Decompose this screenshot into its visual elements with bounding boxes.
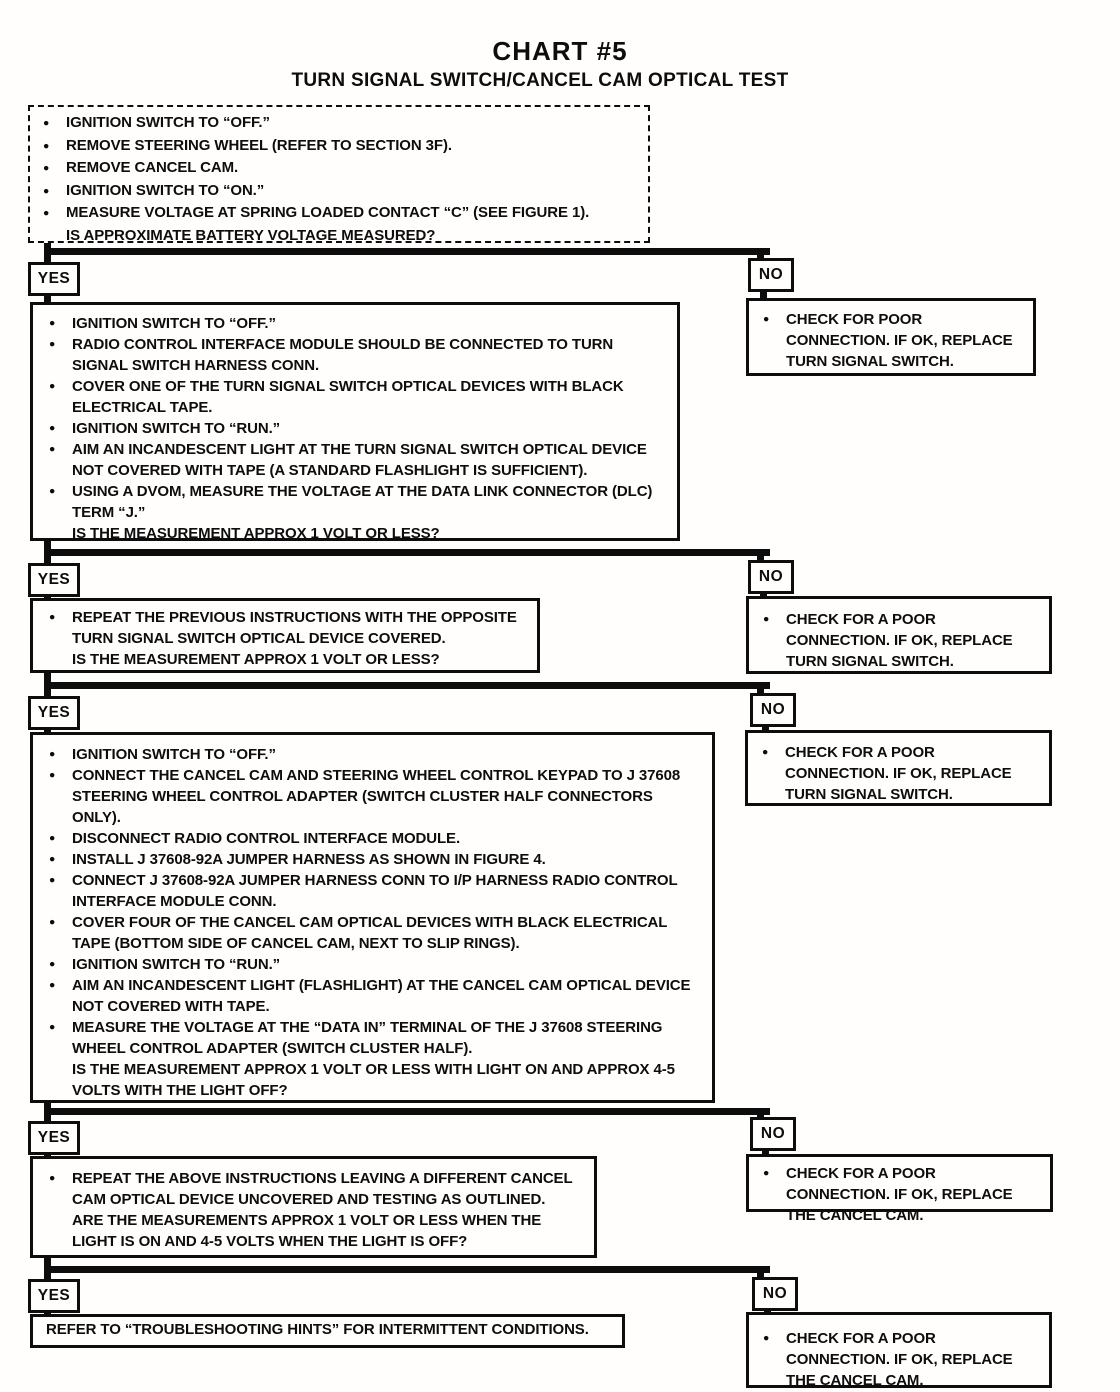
step1-yes-question: IS THE MEASUREMENT APPROX 1 VOLT OR LESS? <box>72 525 440 542</box>
connector-bar-1 <box>44 248 770 255</box>
bullet-icon: ● <box>49 748 56 760</box>
bullet-text: MEASURE THE VOLTAGE AT THE “DATA IN” TERMINAL OF THE J 37608 STEERING WHEEL CONTROL ADAPTER (SWITCH CLUSTER HALF). <box>72 1019 663 1057</box>
yes-label-2: YES <box>28 563 80 597</box>
bullet-item <box>759 309 1025 372</box>
step2-yes-question: IS THE MEASUREMENT APPROX 1 VOLT OR LESS? <box>72 651 440 668</box>
bullet-icon: ● <box>763 313 770 325</box>
final-no-box <box>746 1312 1052 1388</box>
bullet-text: REPEAT THE PREVIOUS INSTRUCTIONS WITH THE OPPOSITE TURN SIGNAL SWITCH OPTICAL DEVICE COVERED. <box>72 609 517 647</box>
bullet-text: AIM AN INCANDESCENT LIGHT AT THE TURN SIGNAL SWITCH OPTICAL DEVICE NOT COVERED WITH TAPE (A STANDARD FLASHLIGHT IS SUFFICIENT). <box>72 441 647 479</box>
bullet-text: CHECK FOR A POOR CONNECTION. IF OK, REPLACE TURN SIGNAL SWITCH. <box>785 744 1012 803</box>
bullet-item <box>45 1168 582 1210</box>
no-label-4: NO <box>750 1117 796 1151</box>
step2-no-bullets <box>759 609 1041 672</box>
bullet-item <box>759 609 1041 672</box>
bullet-icon: ● <box>763 1167 770 1179</box>
bullet-text: AIM AN INCANDESCENT LIGHT (FLASHLIGHT) AT THE CANCEL CAM OPTICAL DEVICE NOT COVERED WITH TAPE. <box>72 977 691 1015</box>
bullet-text: CHECK FOR POOR CONNECTION. IF OK, REPLACE TURN SIGNAL SWITCH. <box>786 311 1013 370</box>
bullet-icon: ● <box>49 832 56 844</box>
bullet-text: COVER ONE OF THE TURN SIGNAL SWITCH OPTICAL DEVICES WITH BLACK ELECTRICAL TAPE. <box>72 378 624 416</box>
bullet-icon: ● <box>49 380 56 392</box>
bullet-text: REMOVE CANCEL CAM. <box>66 159 239 176</box>
bullet-icon: ● <box>43 207 50 219</box>
no-label-1: NO <box>748 258 794 292</box>
bullet-icon: ● <box>49 916 56 928</box>
bullet-item <box>45 481 667 523</box>
no-label-3: NO <box>750 693 796 727</box>
connector-bar-2 <box>44 549 770 556</box>
step2-yes-box <box>30 598 540 673</box>
yes-label-1: YES <box>28 262 80 296</box>
start-box <box>28 105 650 243</box>
start-box-bullets <box>39 112 640 225</box>
bullet-icon: ● <box>49 958 56 970</box>
bullet-text: IGNITION SWITCH TO “RUN.” <box>72 420 281 437</box>
bullet-icon: ● <box>49 338 56 350</box>
bullet-item <box>39 180 640 203</box>
step1-no-box <box>746 298 1036 376</box>
bullet-icon: ● <box>49 485 56 497</box>
bullet-text: CHECK FOR A POOR CONNECTION. IF OK, REPLACE THE CANCEL CAM. <box>786 1330 1013 1389</box>
bullet-icon: ● <box>49 422 56 434</box>
connector-bar-4 <box>44 1108 770 1115</box>
bullet-text: CONNECT J 37608-92A JUMPER HARNESS CONN TO I/P HARNESS RADIO CONTROL INTERFACE MODULE CONN. <box>72 872 678 910</box>
bullet-item <box>45 849 702 870</box>
bullet-icon: ● <box>49 874 56 886</box>
bullet-text: REMOVE STEERING WHEEL (REFER TO SECTION 3F). <box>66 136 452 154</box>
bullet-text: CHECK FOR A POOR CONNECTION. IF OK, REPLACE TURN SIGNAL SWITCH. <box>786 611 1013 670</box>
bullet-text: IGNITION SWITCH TO “ON.” <box>66 181 265 199</box>
step3-yes-question: IS THE MEASUREMENT APPROX 1 VOLT OR LESS WITH LIGHT ON AND APPROX 4-5 VOLTS WITH THE LIGHT OFF? <box>72 1061 675 1099</box>
bullet-item <box>45 744 702 765</box>
bullet-text: CHECK FOR A POOR CONNECTION. IF OK, REPLACE THE CANCEL CAM. <box>786 1165 1013 1224</box>
step1-yes-bullets <box>45 313 667 523</box>
bullet-item <box>39 202 640 225</box>
bullet-text: INSTALL J 37608-92A JUMPER HARNESS AS SHOWN IN FIGURE 4. <box>72 851 546 868</box>
bullet-item <box>45 376 667 418</box>
bullet-item <box>45 870 702 912</box>
bullet-item <box>45 954 702 975</box>
bullet-icon: ● <box>49 1172 56 1184</box>
step1-yes-box <box>30 302 680 541</box>
step4-yes-question: ARE THE MEASUREMENTS APPROX 1 VOLT OR LESS WHEN THE LIGHT IS ON AND 4-5 VOLTS WHEN THE LIGHT IS OFF? <box>72 1212 542 1250</box>
bullet-item <box>45 418 667 439</box>
yes-label-3: YES <box>28 696 80 730</box>
bullet-icon: ● <box>49 853 56 865</box>
bullet-text: IGNITION SWITCH TO “OFF.” <box>72 315 276 332</box>
bullet-item <box>45 765 702 828</box>
final-yes-box <box>30 1314 625 1348</box>
step4-no-bullets <box>759 1163 1042 1226</box>
bullet-text: IGNITION SWITCH TO “OFF.” <box>72 746 276 763</box>
bullet-text: DISCONNECT RADIO CONTROL INTERFACE MODULE. <box>72 830 461 847</box>
bullet-item <box>45 975 702 1017</box>
step4-yes-box <box>30 1156 597 1258</box>
step3-yes-box <box>30 732 715 1103</box>
bullet-icon: ● <box>49 979 56 991</box>
bullet-icon: ● <box>763 613 770 625</box>
bullet-item <box>39 157 640 180</box>
yes-label-5: YES <box>28 1279 80 1313</box>
step3-no-bullets <box>758 742 1041 805</box>
bullet-icon: ● <box>43 162 50 174</box>
bullet-text: MEASURE VOLTAGE AT SPRING LOADED CONTACT “C” (SEE FIGURE 1). <box>66 204 590 221</box>
bullet-icon: ● <box>43 117 50 129</box>
bullet-icon: ● <box>43 139 50 152</box>
bullet-text: IGNITION SWITCH TO “OFF.” <box>66 114 270 131</box>
step3-yes-bullets <box>45 744 702 1059</box>
bullet-item <box>759 1163 1042 1226</box>
bullet-icon: ● <box>49 1021 56 1033</box>
bullet-icon: ● <box>49 443 56 455</box>
bullet-item <box>45 828 702 849</box>
step2-no-box <box>746 596 1052 674</box>
bullet-text: REPEAT THE ABOVE INSTRUCTIONS LEAVING A DIFFERENT CANCEL CAM OPTICAL DEVICE UNCOVERED AND TESTING AS OUTLINED. <box>72 1170 573 1208</box>
bullet-text: RADIO CONTROL INTERFACE MODULE SHOULD BE CONNECTED TO TURN SIGNAL SWITCH HARNESS CONN. <box>72 336 614 374</box>
page-subtitle: TURN SIGNAL SWITCH/CANCEL CAM OPTICAL TEST <box>291 70 789 91</box>
yes-label-4: YES <box>28 1121 80 1155</box>
bullet-item <box>759 1328 1041 1391</box>
bullet-item <box>39 135 640 158</box>
bullet-icon: ● <box>762 746 769 758</box>
page-title: CHART #5 <box>492 36 628 66</box>
connector-bar-5 <box>44 1266 770 1273</box>
bullet-item <box>45 313 667 334</box>
bullet-text: USING A DVOM, MEASURE THE VOLTAGE AT THE DATA LINK CONNECTOR (DLC) TERM “J.” <box>72 483 653 521</box>
bullet-item <box>758 742 1041 805</box>
bullet-item <box>39 112 640 135</box>
no-label-2: NO <box>748 560 794 594</box>
no-label-5: NO <box>752 1277 798 1311</box>
bullet-icon: ● <box>43 184 50 197</box>
bullet-text: COVER FOUR OF THE CANCEL CAM OPTICAL DEVICES WITH BLACK ELECTRICAL TAPE (BOTTOM SIDE OF CANCEL CAM, NEXT TO SLIP RINGS). <box>72 914 668 952</box>
bullet-text: IGNITION SWITCH TO “RUN.” <box>72 956 281 973</box>
step2-yes-bullets <box>45 607 527 649</box>
bullet-item <box>45 1017 702 1059</box>
connector-bar-3 <box>44 682 770 689</box>
bullet-item <box>45 439 667 481</box>
bullet-icon: ● <box>49 317 56 329</box>
bullet-text: CONNECT THE CANCEL CAM AND STEERING WHEEL CONTROL KEYPAD TO J 37608 STEERING WHEEL CONTROL ADAPTER (SWITCH CLUSTER HALF CONNECTORS ONLY). <box>72 767 681 826</box>
bullet-icon: ● <box>763 1332 770 1344</box>
bullet-icon: ● <box>49 611 56 623</box>
step4-yes-bullets <box>45 1168 582 1210</box>
step1-no-bullets <box>759 309 1025 372</box>
step3-no-box <box>745 730 1052 806</box>
bullet-item <box>45 912 702 954</box>
final-yes-text: REFER TO “TROUBLESHOOTING HINTS” FOR INTERMITTENT CONDITIONS. <box>46 1321 589 1338</box>
bullet-icon: ● <box>49 769 56 781</box>
bullet-item <box>45 607 527 649</box>
start-box-question: IS APPROXIMATE BATTERY VOLTAGE MEASURED? <box>66 226 436 244</box>
step4-no-box <box>746 1154 1053 1224</box>
final-no-bullets <box>759 1328 1041 1391</box>
bullet-item <box>45 334 667 376</box>
